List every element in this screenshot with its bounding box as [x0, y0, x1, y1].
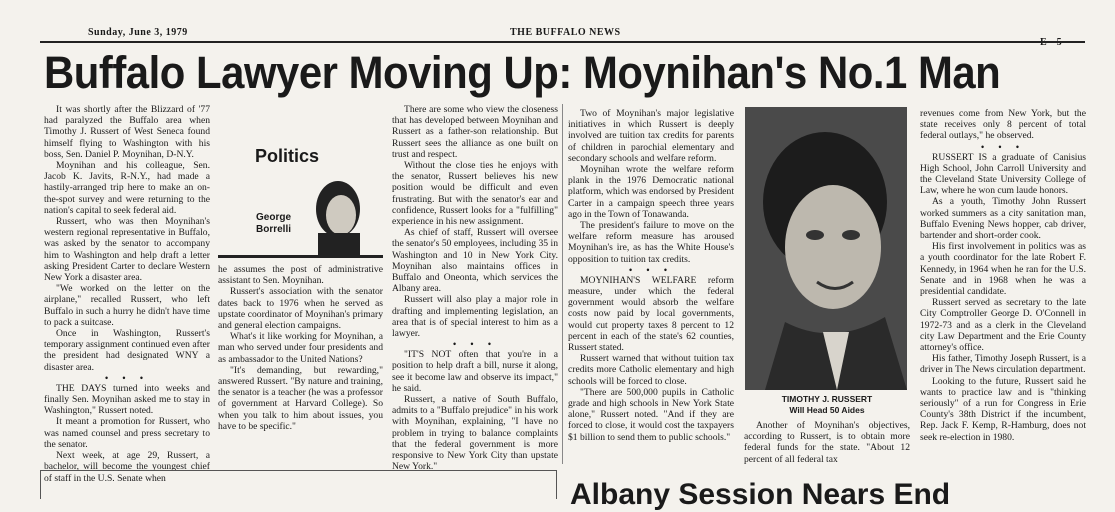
paragraph: he assumes the post of administrative assistant to Sen. Moynihan. — [218, 264, 383, 287]
paragraph: Another of Moynihan's objectives, according to Russert, is to obtain more federal funds for the state. "About 12 percent of all federal tax — [744, 420, 910, 465]
paragraph: As chief of staff, Russert will oversee the senator's 50 employees, including 35 in Washington and 10 in New York City. Moynihan also maintains offices in Buffalo and Oneonta, which services the Albany area. — [392, 227, 558, 295]
columnist-first-name: George — [256, 212, 292, 223]
paragraph: THE DAYS turned into weeks and finally Sen. Moynihan asked me to stay in Washington," Russert noted. — [44, 382, 210, 417]
paragraph: Looking to the future, Russert said he wants to practice law and is "thinking seriously" of a run for Congress in Erie County's 38th District if the incumbent, Rep. Jack F. Kemp, R-Hamburg, does not seek re-election in 1980. — [920, 375, 1086, 443]
paragraph: Russert will also play a major role in drafting and implementing legislation, an area that is of special interest to him as a lawyer. — [392, 294, 558, 340]
bottom-box — [40, 470, 557, 499]
column-2 — [218, 264, 383, 432]
paragraph: Russert's association with the senator dates back to 1976 when he served as upstate coordinator of Moynihan's primary and general election campaigns. — [218, 286, 383, 332]
next-story-headline: Albany Session Nears End — [570, 478, 951, 511]
paragraph: Moynihan wrote the welfare reform plank in the 1976 Democratic national platform, which was endorsed by President Carter in a campaign speech three years ago in the Town of Tonawanda. — [568, 164, 734, 220]
column-5 — [744, 420, 910, 465]
paragraph: Russert, a native of South Buffalo, admits to a "Buffalo prejudice" in his work with Moynihan, explaining, "I have no problem in trying to balance complaints that the federal government is more responsive to New York City than upstate New York." — [392, 394, 558, 473]
paragraph: What's it like working for Moynihan, a man who served under four presidents and as ambassador to the United Nations? — [218, 331, 383, 365]
paragraph: It was shortly after the Blizzard of '77 had paralyzed the Buffalo area when Timothy J. Russert of West Seneca found himself flying to Washington with his boss, Sen. Daniel P. Moynihan, D-N.Y. — [44, 104, 210, 160]
page-header — [0, 0, 1115, 40]
paragraph: As a youth, Timothy John Russert worked summers as a city sanitation man, Buffalo Evening News hopper, cab driver, bartender and short-order cook. — [920, 196, 1086, 242]
paragraph: Once in Washington, Russert's temporary assignment continued even after the president had designated WNY a disaster area. — [44, 328, 210, 373]
column-6 — [920, 108, 1086, 443]
column-3 — [392, 104, 558, 473]
headline: Buffalo Lawyer Moving Up: Moynihan's No.1 Man — [44, 47, 1001, 98]
issue-date: Sunday, June 3, 1979 — [88, 27, 188, 38]
columnist-name — [256, 212, 291, 236]
newspaper-name: THE BUFFALO NEWS — [510, 27, 621, 38]
photo-caption-name: TIMOTHY J. RUSSERT — [781, 394, 873, 404]
portrait-photo-graphic — [745, 107, 907, 390]
paragraph: His first involvement in politics was as a youth coordinator for the late Robert F. Kennedy, in 1964 when he ran for the U.S. Senate and in 1968 when he was a presidential candidate. — [920, 241, 1086, 298]
paragraph: It meant a promotion for Russert, who was named counsel and press secretary to the senator. — [44, 416, 210, 450]
paragraph: His father, Timothy Joseph Russert, is a driver in The News circulation department. — [920, 353, 1086, 376]
column-4 — [568, 108, 734, 443]
paragraph: There are some who view the closeness that has developed between Moynihan and Russert as a father-son relationship. But Russert sees the alliance as one built on trust and respect. — [392, 104, 558, 160]
column-1 — [44, 104, 210, 484]
photo-caption-subtitle: Will Head 50 Aides — [789, 405, 865, 415]
paragraph: Moynihan and his colleague, Sen. Jacob K. Javits, R-N.Y., had made a hastily-arranged trip here to make an on-the-spot survey and were returning to the nation's capital to seek federal aid. — [44, 160, 210, 216]
paragraph: "There are 500,000 pupils in Catholic grade and high schools in New York State alone," Russert noted. "And if they are forced to close, it would cost the taxpayers $1 billion to send them to public schools." — [568, 386, 734, 443]
paragraph: RUSSERT IS a graduate of Canisius High School, John Carroll University and the Cleveland State University College of Law, where he won cum laude honors. — [920, 151, 1086, 197]
header-rule — [40, 41, 1085, 43]
separator-dots: • • • — [105, 372, 149, 383]
column-rule — [562, 104, 563, 464]
separator-dots: • • • — [629, 264, 673, 275]
paragraph: MOYNIHAN'S WELFARE reform measure, under which the federal government would absorb the welfare costs now paid by local governments, would cut property taxes 8 percent to 12 percent in each of the state's 62 counties, Russert stated. — [568, 274, 734, 354]
box-rule — [218, 255, 383, 258]
paragraph: Russert served as secretary to the late City Comptroller George D. O'Connell in 1972-73 and as a clerk in the Cleveland city Law Department and the Erie County attorney's office. — [920, 297, 1086, 354]
paragraph: Two of Moynihan's major legislative initiatives in which Russert is deeply involved are tuition tax credits for parents of children in parochial elementary and secondary schools and welfare reform. — [568, 108, 734, 164]
paragraph: Russert, who was then Moynihan's western regional representative in Buffalo, was asked by the senator to accompany him to Washington and help draft a letter asking President Carter to declare Western New York a disaster area. — [44, 216, 210, 284]
separator-dots: • • • — [981, 141, 1025, 152]
paragraph: Russert warned that without tuition tax credits more Catholic elementary and high schools will be forced to close. — [568, 353, 734, 387]
paragraph: "It's demanding, but rewarding," answered Russert. "By nature and training, the senator is a teacher (he was a professor of government at Harvard College). So when you talk to him about issues, you have to be specific." — [218, 364, 383, 432]
paragraph: "We worked on the letter on the airplane," recalled Russert, who left Buffalo in such a hurry he didn't have time to pack a suitcase. — [44, 283, 210, 328]
columnist-last-name: Borrelli — [256, 224, 292, 235]
portrait-photo — [745, 107, 907, 390]
paragraph: The president's failure to move on the welfare reform measure has aroused Moynihan's ire, as has the White House's opposition to tuition tax credits. — [568, 220, 734, 265]
paragraph: Without the close ties he enjoys with the senator, Russert believes his new position would be difficult and even frustrating. But with the senator's ear and confidence, Russert looks for a "fulfilling" experience in his new assignment. — [392, 160, 558, 228]
paragraph: revenues come from New York, but the state receives only 8 percent of total federal outlays," he observed. — [920, 108, 1086, 142]
column-title: Politics — [255, 146, 320, 166]
paragraph: Next week, at age 29, Russert, a bachelor, will become the youngest chief of staff in the U.S. Senate when — [44, 450, 210, 484]
separator-dots: • • • — [453, 339, 497, 350]
paragraph: "IT'S NOT often that you're in a position to help draft a bill, nurse it along, see it become law and observe its impact," he said. — [392, 349, 558, 394]
